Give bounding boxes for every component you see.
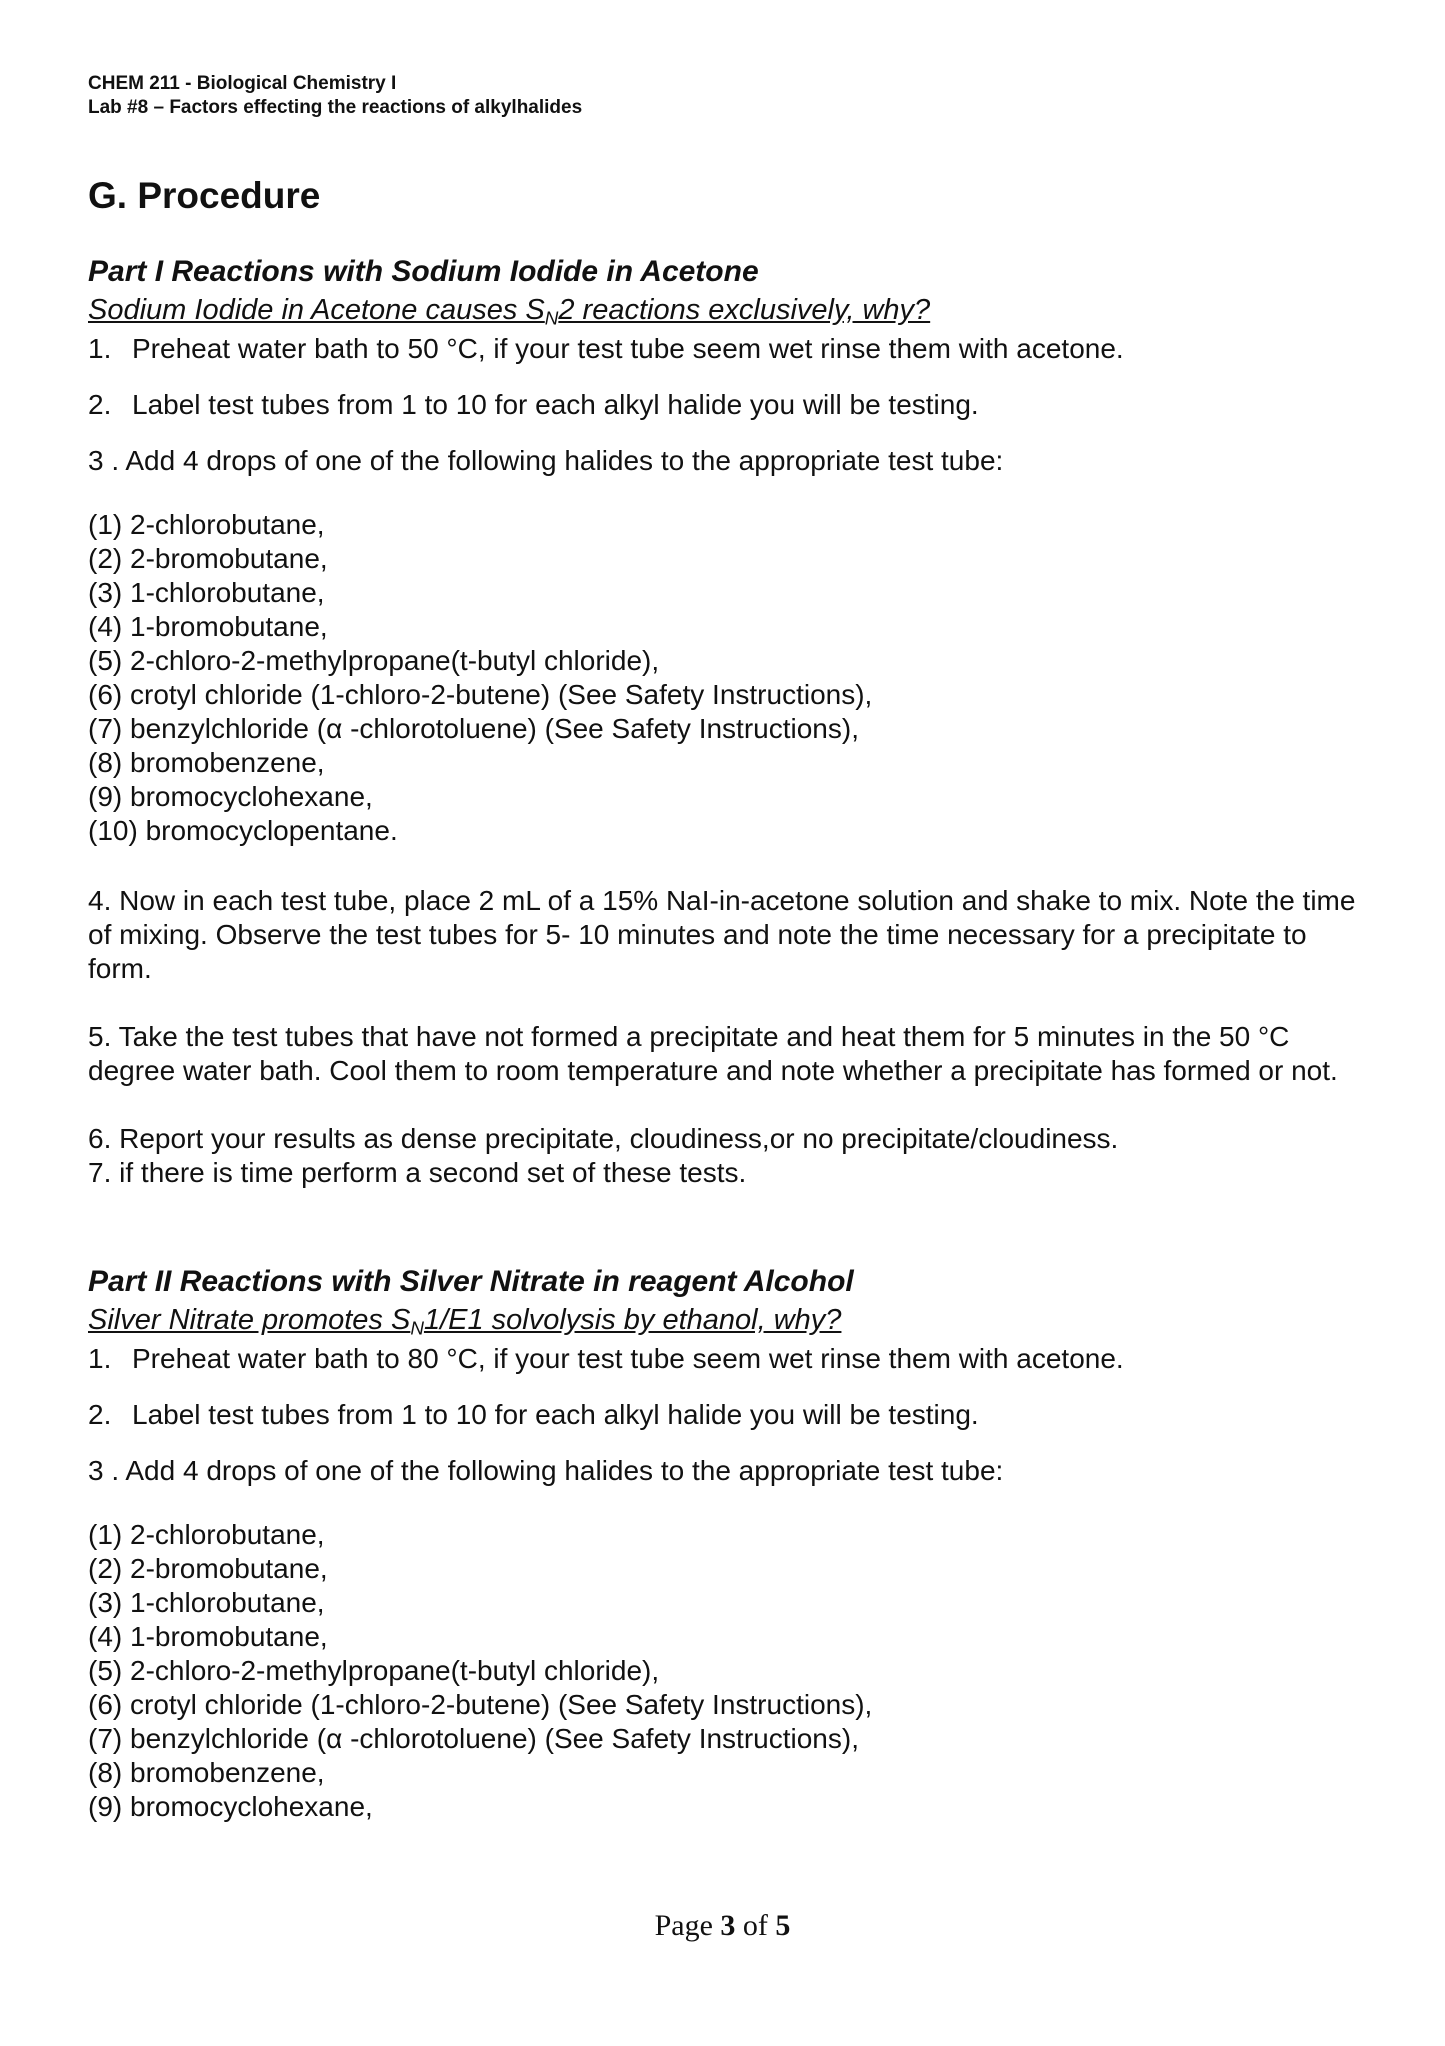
part1-step-2 [88, 388, 1378, 422]
step-text: Preheat water bath to 80 °C, if your test tube seem wet rinse them with acetone. [132, 1343, 1124, 1374]
halide-list-item: (1) 2-chlorobutane, [88, 509, 325, 540]
step-number: 1. [88, 1343, 112, 1374]
part1-title: Part I Reactions with Sodium Iodide in Acetone [88, 255, 759, 288]
halide-list-item: (5) 2-chloro-2-methylpropane(t-butyl chloride), [88, 645, 660, 676]
part1-step-4: 4. Now in each test tube, place 2 mL of a 15% NaI-in-acetone solution and shake to mix. Note the time of mixing. Observe the test tubes for 5- 10 minutes and note the time necessary for a precipitate to form. [88, 885, 1356, 984]
part2-step-1 [88, 1342, 1378, 1376]
part2-step-2 [88, 1398, 1378, 1432]
halide-list-item: (6) crotyl chloride (1-chloro-2-butene) (See Safety Instructions), [88, 1689, 873, 1720]
part1-step-5: 5. Take the test tubes that have not formed a precipitate and heat them for 5 minutes in the 50 °C degree water bath. Cool them to room temperature and note whether a precipitate has formed or not. [88, 1021, 1338, 1086]
halide-list-item: (2) 2-bromobutane, [88, 543, 328, 574]
step-number: 1. [88, 333, 112, 364]
part2-subtitle-text-end: 1/E1 solvolysis by ethanol, why? [423, 1304, 842, 1336]
halide-list-item: (8) bromobenzene, [88, 747, 325, 778]
halide-list-item: (8) bromobenzene, [88, 1757, 325, 1788]
step-number: 2. [88, 1399, 112, 1430]
part2-subtitle [88, 1302, 1378, 1338]
section-title: G. Procedure [88, 175, 321, 216]
part2-subtitle-text: Silver Nitrate promotes S [88, 1304, 411, 1336]
part2-subtitle-subscript: N [410, 1317, 424, 1339]
page-of-label: of [742, 1909, 768, 1942]
part1-subtitle-text: Sodium Iodide in Acetone causes S [88, 294, 545, 326]
halide-list-item: (4) 1-bromobutane, [88, 1621, 328, 1652]
halide-list-item: (2) 2-bromobutane, [88, 1553, 328, 1584]
part1-step-6: 6. Report your results as dense precipitate, cloudiness,or no precipitate/cloudiness. [88, 1123, 1119, 1154]
step-number: 2. [88, 389, 112, 420]
page-label: Page [654, 1909, 713, 1942]
part2-halide-list [88, 1518, 1378, 1824]
lab-title: Lab #8 – Factors effecting the reactions of alkylhalides [88, 97, 583, 118]
part1-subtitle-subscript: N [544, 307, 559, 329]
part2-title: Part II Reactions with Silver Nitrate in reagent Alcohol [88, 1265, 854, 1298]
halide-list-item: (6) crotyl chloride (1-chloro-2-butene) (See Safety Instructions), [88, 679, 873, 710]
page-number: 3 [720, 1909, 736, 1942]
part1-step-3: 3 . Add 4 drops of one of the following halides to the appropriate test tube: [88, 445, 1004, 476]
halide-list-item: (4) 1-bromobutane, [88, 611, 328, 642]
part1-step-1 [88, 332, 1378, 366]
halide-list-item: (3) 1-chlorobutane, [88, 1587, 325, 1618]
halide-list-item: (7) benzylchloride (α -chlorotoluene) (See Safety Instructions), [88, 713, 859, 744]
halide-list-item: (5) 2-chloro-2-methylpropane(t-butyl chloride), [88, 1655, 660, 1686]
part2-step-3: 3 . Add 4 drops of one of the following halides to the appropriate test tube: [88, 1455, 1004, 1486]
halide-list-item: (7) benzylchloride (α -chlorotoluene) (See Safety Instructions), [88, 1723, 859, 1754]
part1-subtitle [88, 292, 1378, 328]
halide-list-item: (9) bromocyclohexane, [88, 781, 373, 812]
step-text: Preheat water bath to 50 °C, if your test tube seem wet rinse them with acetone. [132, 333, 1124, 364]
part2-section [88, 1262, 1378, 1824]
halide-list-item: (9) bromocyclohexane, [88, 1791, 373, 1822]
halide-list-item: (1) 2-chlorobutane, [88, 1519, 325, 1550]
course-title: CHEM 211 - Biological Chemistry I [88, 73, 397, 94]
step-text: Label test tubes from 1 to 10 for each alkyl halide you will be testing. [132, 1399, 979, 1430]
part1-subtitle-text-end: 2 reactions exclusively, why? [558, 294, 931, 326]
halide-list-item: (10) bromocyclopentane. [88, 815, 398, 846]
part1-section [88, 252, 1378, 1190]
halide-list-item: (3) 1-chlorobutane, [88, 577, 325, 608]
document-header [88, 72, 582, 120]
page-footer [0, 1908, 1445, 1944]
part1-step-7: 7. if there is time perform a second set of these tests. [88, 1157, 747, 1188]
part1-halide-list [88, 508, 1378, 848]
step-text: Label test tubes from 1 to 10 for each alkyl halide you will be testing. [132, 389, 979, 420]
page-total: 5 [775, 1909, 791, 1942]
